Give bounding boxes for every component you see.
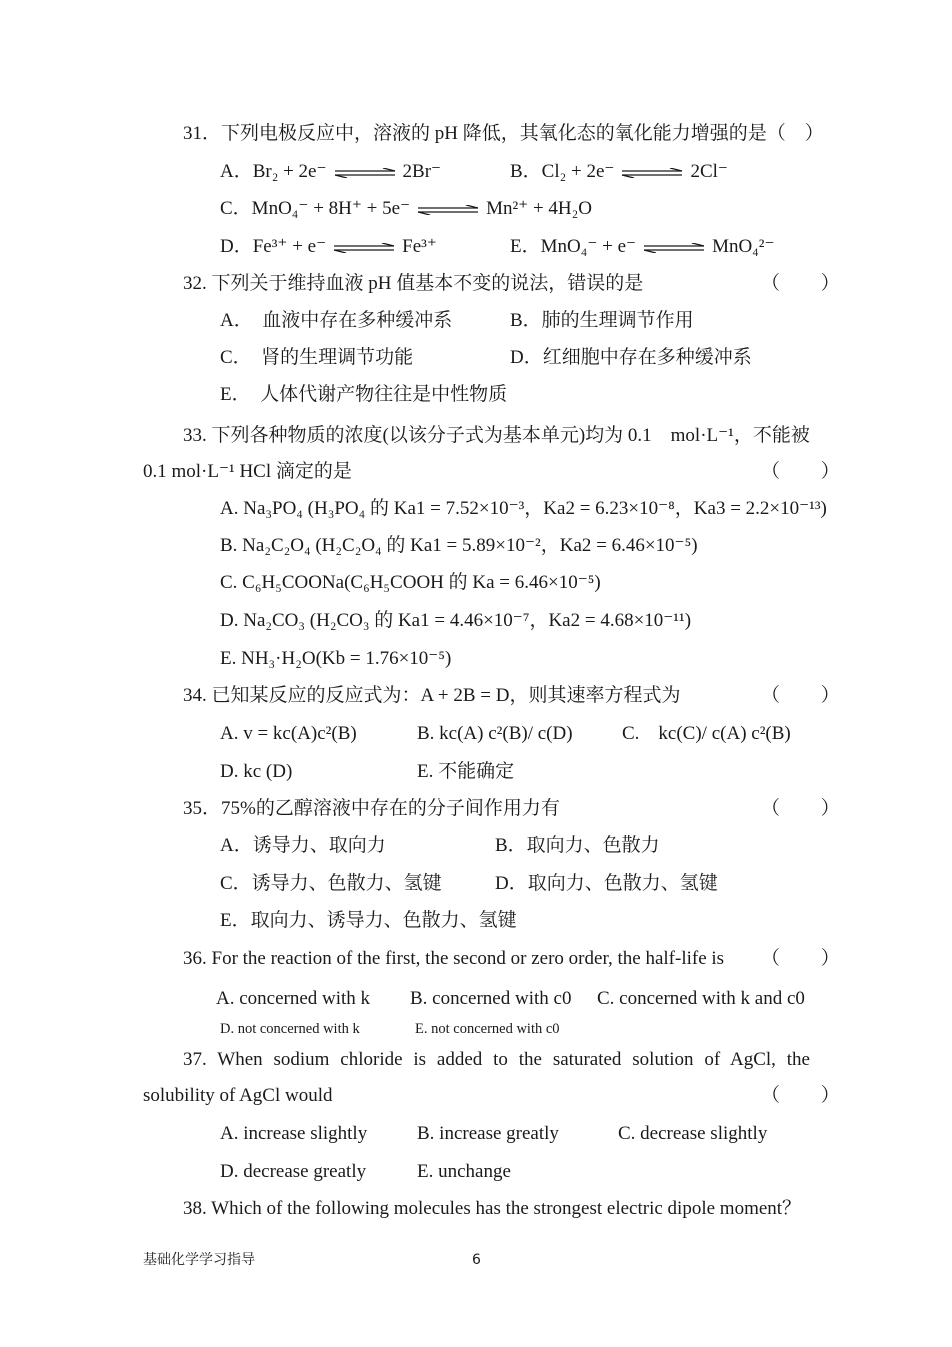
q36-stem: 36. For the reaction of the first, the second or zero order, the half-life is [183, 948, 725, 969]
q32-option-c: C． 肾的生理调节功能 [220, 347, 414, 368]
equilibrium-arrow-icon [416, 205, 480, 215]
q36-option-a: A. concerned with k [216, 988, 371, 1009]
q33-option-b: B. Na₂C₂O₄ (H₂C₂O₄ 的 Ka1 = 5.89×10⁻²，Ka2 = 6.46×10⁻⁵) [220, 535, 698, 556]
q32-stem: 32. 下列关于维持血液 pH 值基本不变的说法，错误的是 [183, 273, 644, 294]
q34-option-b: B. kc(A) c²(B)/ c(D) [417, 723, 573, 744]
q33-option-d: D. Na₂CO₃ (H₂CO₃ 的 Ka1 = 4.46×10⁻⁷，Ka2 = 4.68×10⁻¹¹) [220, 610, 692, 631]
q34-option-c: C. kc(C)/ c(A) c²(B) [622, 723, 791, 744]
q31-option-a [220, 160, 441, 184]
q33-option-a: A. Na₃PO₄ (H₃PO₄ 的 Ka1 = 7.52×10⁻³，Ka2 = 6.23×10⁻⁸，Ka3 = 2.2×10⁻¹³) [220, 498, 827, 519]
q32-option-b: B．肺的生理调节作用 [510, 310, 694, 331]
q31-a-rhs: 2Br⁻ [402, 161, 442, 182]
equilibrium-arrow-icon [642, 243, 706, 253]
q31-option-d [220, 235, 437, 259]
q35-option-b: B．取向力、色散力 [495, 835, 660, 856]
q36-answer-paren: （ ） [761, 948, 858, 969]
q37-option-b: B. increase greatly [417, 1123, 559, 1144]
q32-option-a: A． 血液中存在多种缓冲系 [220, 310, 453, 331]
q34-option-d: D. kc (D) [220, 761, 293, 782]
q32-answer-paren: （ ） [761, 273, 858, 294]
q34-option-e: E. 不能确定 [417, 761, 515, 782]
equilibrium-arrow-icon [332, 243, 396, 253]
q35-option-e: E．取向力、诱导力、色散力、氢键 [220, 910, 517, 931]
page-number: 6 [472, 1252, 481, 1268]
q33-answer-paren: （ ） [761, 461, 858, 482]
q37-stem-line1: 37. When sodium chloride is added to the saturated solution of AgCl, the [183, 1049, 810, 1070]
q34-stem: 34. 已知某反应的反应式为：A + 2B = D，则其速率方程式为 [183, 685, 681, 706]
q34-option-a: A. v = kc(A)c²(B) [220, 723, 357, 744]
equilibrium-arrow-icon [333, 168, 397, 178]
q36-option-d: D. not concerned with k [220, 1021, 360, 1037]
q31-a-lhs: A．Br₂ + 2e⁻ [220, 161, 327, 182]
q32-option-e: E． 人体代谢产物往往是中性物质 [220, 384, 508, 405]
q37-option-a: A. increase slightly [220, 1123, 368, 1144]
q33-option-c: C. C₆H₅COONa(C₆H₅COOH 的 Ka = 6.46×10⁻⁵) [220, 572, 601, 593]
q37-option-c: C. decrease slightly [618, 1123, 768, 1144]
q31-d-lhs: D．Fe³⁺ + e⁻ [220, 236, 327, 257]
q38-stem: 38. Which of the following molecules has the strongest electric dipole moment？ [183, 1198, 802, 1219]
q31-c-lhs: C．MnO₄⁻ + 8H⁺ + 5e⁻ [220, 198, 411, 219]
q35-option-d: D．取向力、色散力、氢键 [495, 873, 718, 894]
q31-stem: 31．下列电极反应中，溶液的 pH 降低，其氧化态的氧化能力增强的是（ ） [183, 123, 824, 144]
q35-option-a: A．诱导力、取向力 [220, 835, 386, 856]
footer-book-title: 基础化学学习指导 [143, 1252, 255, 1268]
q36-option-c: C. concerned with k and c0 [597, 988, 805, 1009]
q37-option-d: D. decrease greatly [220, 1161, 367, 1182]
q37-stem-line2: solubility of AgCl would [143, 1085, 333, 1106]
q35-option-c: C．诱导力、色散力、氢键 [220, 873, 442, 894]
q36-option-e: E. not concerned with c0 [415, 1021, 560, 1037]
q31-option-b [510, 160, 728, 184]
q31-option-c [220, 197, 592, 221]
q35-answer-paren: （ ） [761, 798, 858, 819]
q31-b-lhs: B．Cl₂ + 2e⁻ [510, 161, 615, 182]
equilibrium-arrow-icon [620, 168, 684, 178]
q31-e-lhs: E．MnO₄⁻ + e⁻ [510, 236, 637, 257]
q31-e-rhs: MnO₄²⁻ [712, 236, 775, 257]
q31-b-rhs: 2Cl⁻ [690, 161, 728, 182]
q33-option-e: E. NH₃·H₂O(Kb = 1.76×10⁻⁵) [220, 648, 452, 669]
q35-stem: 35．75%的乙醇溶液中存在的分子间作用力有 [183, 798, 560, 819]
q36-option-b: B. concerned with c0 [410, 988, 572, 1009]
q34-answer-paren: （ ） [761, 685, 858, 706]
q31-c-rhs: Mn²⁺ + 4H₂O [486, 198, 592, 219]
q37-answer-paren: （ ） [761, 1085, 858, 1106]
q37-option-e: E. unchange [417, 1161, 511, 1182]
q32-option-d: D．红细胞中存在多种缓冲系 [510, 347, 752, 368]
q33-stem-line2: 0.1 mol·L⁻¹ HCl 滴定的是 [143, 461, 352, 482]
q31-option-e [510, 235, 775, 259]
q31-d-rhs: Fe³⁺ [402, 236, 437, 257]
q33-stem-line1: 33. 下列各种物质的浓度(以该分子式为基本单元)均为 0.1 mol·L⁻¹，不能被 [183, 425, 810, 446]
